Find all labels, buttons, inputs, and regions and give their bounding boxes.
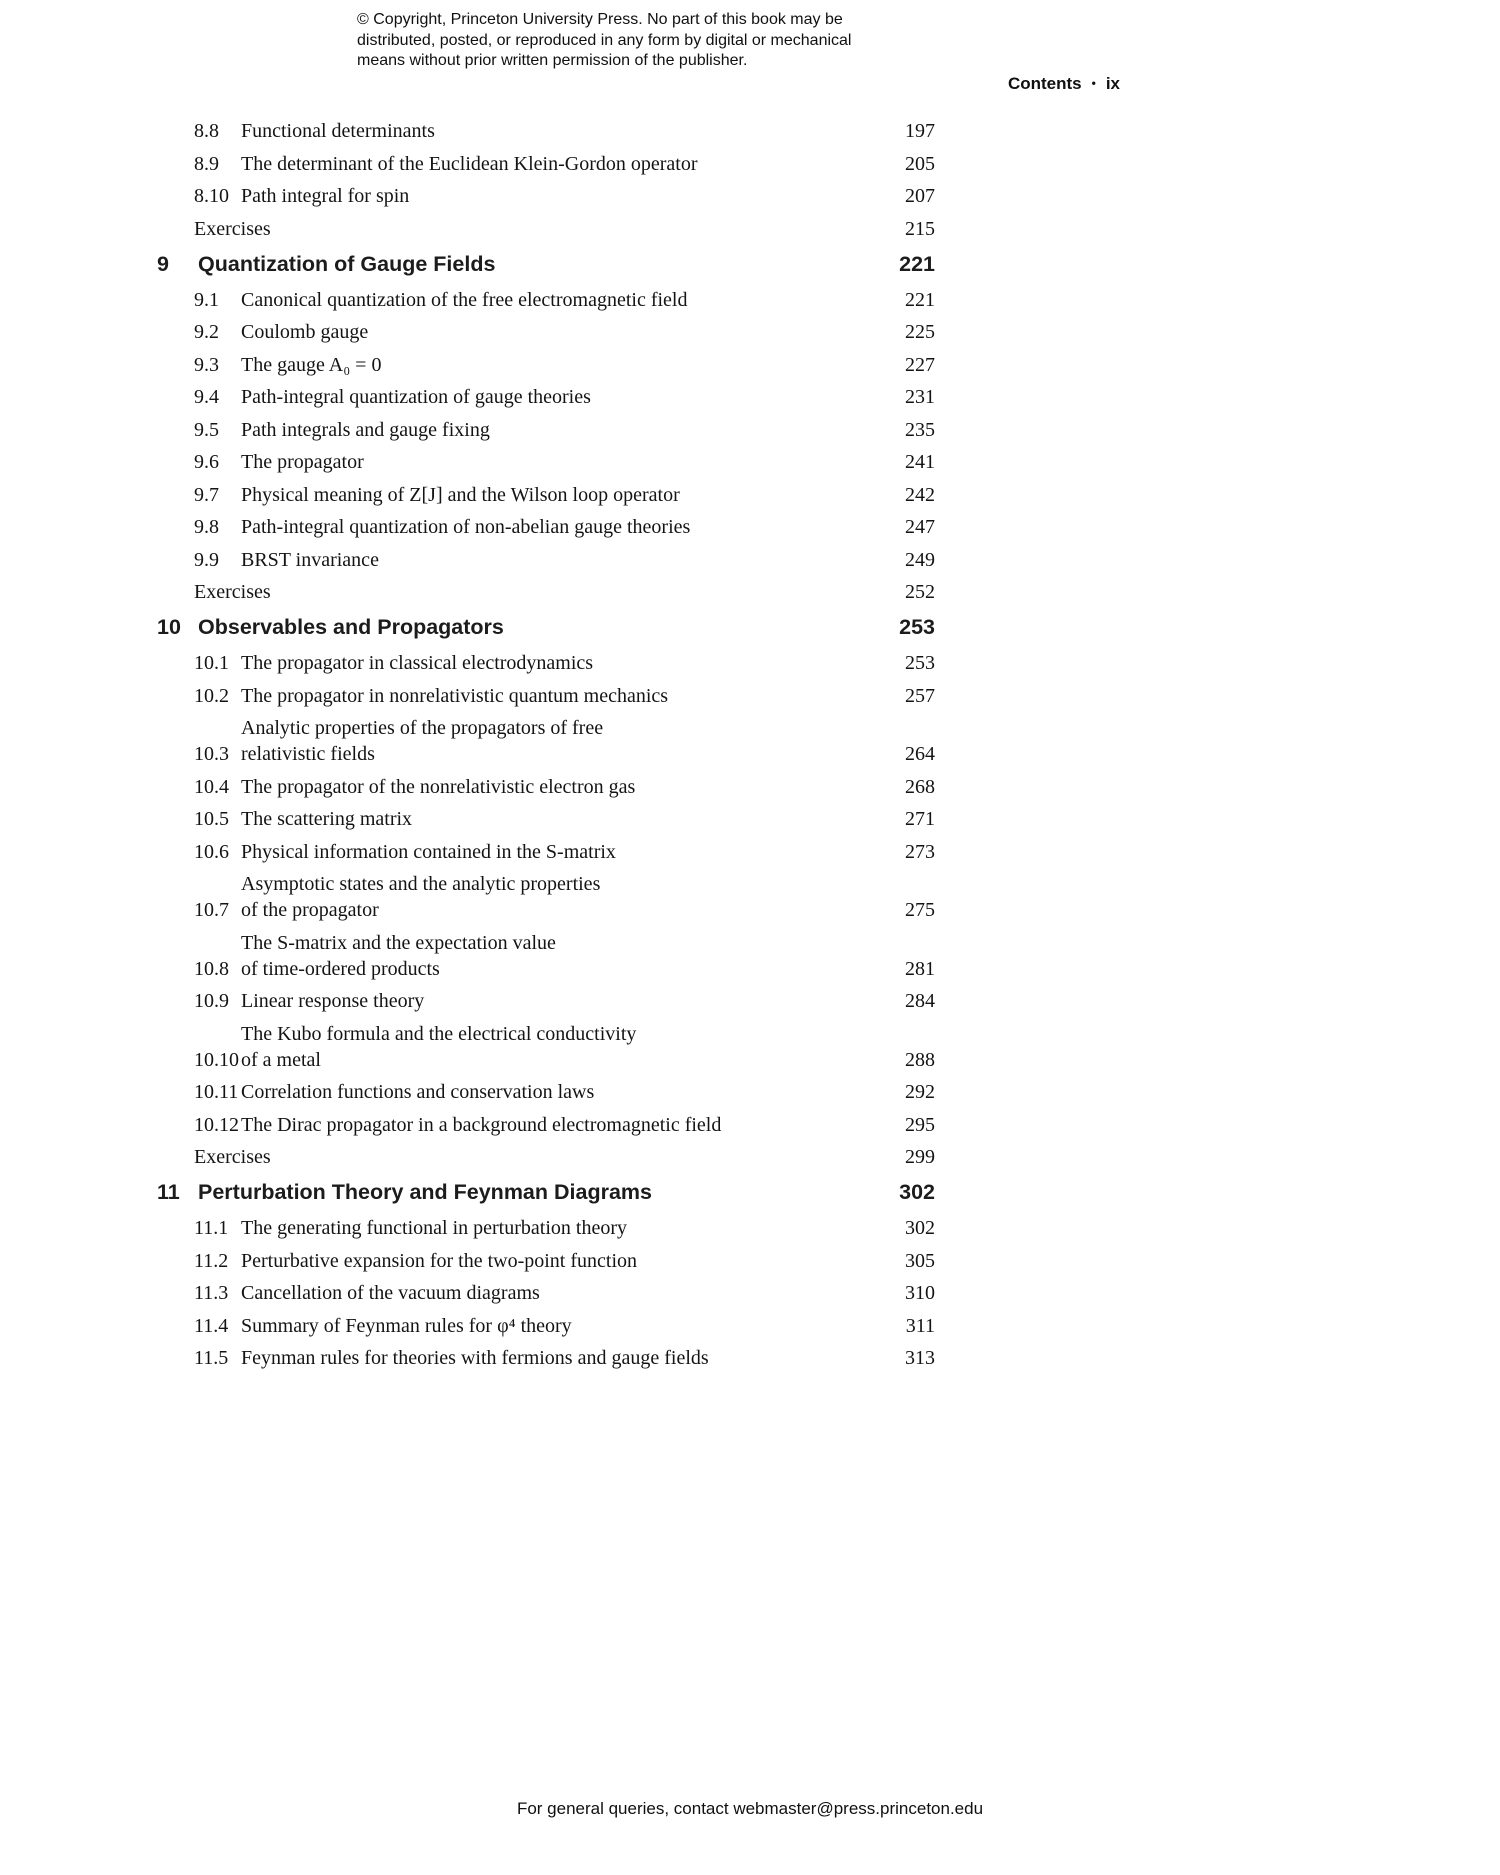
toc-section-row [157, 1345, 935, 1371]
section-page-number: 311 [905, 1314, 935, 1337]
section-page-number: 264 [905, 743, 935, 765]
page-footer: For general queries, contact webmaster@press.princeton.edu [516, 1799, 984, 1818]
section-number: 10.5 [194, 808, 229, 830]
section-title [241, 715, 865, 767]
toc-section-row [157, 216, 935, 242]
section-page-number: 225 [905, 321, 935, 343]
section-number: 10.8 [194, 957, 229, 980]
running-header-separator: • [1091, 76, 1096, 90]
title-line: The propagator in nonrelativistic quantum mechanics [241, 684, 669, 707]
section-page-number: 253 [905, 652, 935, 674]
title-line: The S-matrix and the expectation value [241, 931, 556, 954]
toc-section-row [157, 547, 935, 573]
section-page-number: 271 [905, 808, 935, 830]
toc-section-row [157, 650, 935, 676]
section-number: 9.5 [194, 418, 219, 441]
title-line: Functional determinants [241, 120, 435, 142]
section-page-number: 247 [905, 516, 935, 538]
section-number: 11.2 [194, 1249, 229, 1272]
title-line: Path integral for spin [241, 185, 410, 207]
section-number: 9.1 [194, 288, 219, 311]
title-line: The scattering matrix [241, 808, 413, 830]
section-title [241, 683, 865, 709]
section-number: 9.8 [194, 516, 219, 538]
section-page-number: 205 [905, 152, 935, 175]
section-page-number: 281 [905, 957, 935, 980]
section-title [194, 579, 865, 605]
toc-list [157, 118, 935, 1378]
section-page-number: 197 [905, 120, 935, 142]
title-line: Linear response theory [241, 990, 425, 1012]
toc-section-row [157, 287, 935, 313]
title-line: Feynman rules for theories with fermions and gauge fields [241, 1347, 709, 1369]
chapter-title [198, 1179, 865, 1206]
copyright-line: © Copyright, Princeton University Press. No part of this book may be [357, 11, 843, 28]
running-header [1008, 74, 1120, 94]
section-number: 10.1 [194, 652, 229, 674]
section-number: 11.5 [194, 1347, 229, 1369]
toc-section-row [157, 871, 935, 923]
section-number: 10.12 [194, 1113, 239, 1136]
toc-section-row [157, 1021, 935, 1073]
title-line: The gauge A₀ = 0 [241, 353, 382, 376]
title-line: The propagator of the nonrelativistic electron gas [241, 775, 636, 798]
toc-chapter-row [157, 251, 935, 278]
section-title [241, 650, 865, 676]
title-line: The Dirac propagator in a background electromagnetic field [241, 1113, 722, 1136]
section-title [241, 1112, 865, 1138]
section-title [241, 1021, 865, 1073]
section-title [241, 1313, 865, 1339]
section-title [241, 151, 865, 177]
title-line: Path integrals and gauge fixing [241, 418, 490, 441]
section-title [194, 1144, 865, 1170]
title-line: Perturbative expansion for the two-point function [241, 1249, 638, 1272]
section-page-number: 235 [905, 418, 935, 441]
section-title [241, 547, 865, 573]
toc-section-row [157, 1248, 935, 1274]
section-title [241, 930, 865, 982]
copyright-notice [357, 10, 851, 72]
toc-section-row [157, 579, 935, 605]
title-line: Path-integral quantization of gauge theories [241, 386, 591, 408]
title-line: Coulomb gauge [241, 321, 369, 343]
section-number: 8.9 [194, 152, 219, 175]
running-header-title: Contents [1007, 74, 1082, 93]
title-line: Exercises [194, 581, 271, 603]
title-line: Asymptotic states and the analytic properties [241, 873, 601, 895]
section-number: 9.3 [194, 353, 219, 376]
section-page-number: 241 [905, 451, 935, 473]
section-title [241, 352, 865, 378]
section-page-number: 227 [905, 353, 935, 376]
toc-section-row [157, 1079, 935, 1105]
section-title [241, 839, 865, 865]
section-title [241, 988, 865, 1014]
section-page-number: 310 [905, 1282, 935, 1304]
section-title [241, 319, 865, 345]
section-title [241, 1079, 865, 1105]
toc-section-row [157, 1144, 935, 1170]
chapter-number: 10 [157, 615, 181, 639]
section-title [241, 183, 865, 209]
section-title [241, 1215, 865, 1241]
chapter-title [198, 614, 865, 641]
section-number: 9.6 [194, 451, 219, 473]
toc-section-row [157, 319, 935, 345]
title-line: of the propagator [241, 899, 379, 921]
section-title [241, 287, 865, 313]
toc-section-row [157, 806, 935, 832]
section-page-number: 215 [905, 217, 935, 240]
section-page-number: 242 [905, 483, 935, 506]
title-line: The determinant of the Euclidean Klein-Gordon operator [241, 152, 698, 175]
chapter-page-number: 302 [899, 1180, 935, 1204]
section-title [194, 216, 865, 242]
chapter-page-number: 253 [899, 615, 935, 639]
toc-section-row [157, 1112, 935, 1138]
section-page-number: 207 [905, 185, 935, 207]
toc-section-row [157, 839, 935, 865]
section-title [241, 514, 865, 540]
toc-section-row [157, 151, 935, 177]
title-line: Canonical quantization of the free electromagnetic field [241, 288, 688, 311]
section-page-number: 302 [905, 1217, 935, 1239]
section-number: 10.4 [194, 775, 229, 798]
chapter-page-number: 221 [899, 251, 935, 276]
title-line: The generating functional in perturbation theory [241, 1217, 627, 1239]
section-page-number: 249 [905, 548, 935, 571]
title-line: relativistic fields [241, 743, 375, 765]
section-title [241, 482, 865, 508]
section-number: 11.1 [194, 1217, 229, 1239]
section-page-number: 268 [905, 775, 935, 798]
section-page-number: 313 [905, 1347, 935, 1369]
title-line: The propagator [241, 451, 364, 473]
title-line: The Kubo formula and the electrical conductivity [241, 1022, 637, 1045]
toc-section-row [157, 774, 935, 800]
section-page-number: 284 [905, 990, 935, 1012]
toc-section-row [157, 482, 935, 508]
title-line: Observables and Propagators [198, 615, 504, 639]
section-number: 11.4 [194, 1314, 229, 1337]
toc-section-row [157, 1280, 935, 1306]
section-number: 10.11 [194, 1081, 239, 1103]
section-title [241, 806, 865, 832]
section-number: 10.10 [194, 1048, 239, 1071]
section-title [241, 774, 865, 800]
toc-section-row [157, 118, 935, 144]
copyright-line: distributed, posted, or reproduced in any form by digital or mechanical [357, 31, 852, 49]
section-number: 10.6 [194, 840, 229, 863]
section-title [241, 384, 865, 410]
title-line: Quantization of Gauge Fields [198, 251, 496, 276]
section-page-number: 299 [905, 1146, 935, 1168]
toc-section-row [157, 988, 935, 1014]
section-number: 9.9 [194, 548, 219, 571]
section-title [241, 118, 865, 144]
section-number: 9.2 [194, 321, 219, 343]
chapter-title [198, 251, 865, 278]
toc-section-row [157, 715, 935, 767]
toc-section-row [157, 514, 935, 540]
section-number: 10.9 [194, 990, 229, 1012]
section-title [241, 449, 865, 475]
toc-section-row [157, 1313, 935, 1339]
section-title [241, 417, 865, 443]
title-line: BRST invariance [241, 548, 379, 571]
toc-section-row [157, 1215, 935, 1241]
copyright-line: means without prior written permission of the publisher. [357, 52, 748, 69]
section-page-number: 305 [905, 1249, 935, 1272]
toc-section-row [157, 930, 935, 982]
section-number: 11.3 [194, 1282, 229, 1304]
section-page-number: 231 [905, 386, 935, 408]
section-number: 10.7 [194, 899, 229, 921]
section-page-number: 288 [905, 1048, 935, 1071]
section-number: 9.4 [194, 386, 219, 408]
section-page-number: 257 [905, 684, 935, 707]
section-page-number: 221 [905, 288, 935, 311]
section-number: 8.8 [194, 120, 219, 142]
toc-section-row [157, 384, 935, 410]
title-line: Exercises [194, 217, 271, 240]
section-title [241, 1280, 865, 1306]
section-title [241, 1345, 865, 1371]
section-number: 10.3 [194, 743, 229, 765]
section-page-number: 295 [905, 1113, 935, 1136]
section-number: 9.7 [194, 483, 219, 506]
running-header-page-number: ix [1105, 74, 1120, 93]
chapter-number: 9 [157, 251, 169, 276]
toc-chapter-row [157, 1179, 935, 1206]
title-line: Physical meaning of Z[J] and the Wilson loop operator [241, 483, 680, 506]
section-page-number: 275 [905, 899, 935, 921]
section-number: 8.10 [194, 185, 229, 207]
title-line: Path-integral quantization of non-abelian gauge theories [241, 516, 691, 538]
section-page-number: 273 [905, 840, 935, 863]
toc-chapter-row [157, 614, 935, 641]
toc-section-row [157, 683, 935, 709]
title-line: Correlation functions and conservation laws [241, 1081, 595, 1103]
title-line: of time-ordered products [241, 957, 440, 980]
title-line: Cancellation of the vacuum diagrams [241, 1282, 540, 1304]
title-line: Analytic properties of the propagators of free [241, 717, 604, 739]
toc-section-row [157, 183, 935, 209]
toc-section-row [157, 352, 935, 378]
title-line: Exercises [194, 1146, 271, 1168]
title-line: The propagator in classical electrodynamics [241, 652, 594, 674]
title-line: Perturbation Theory and Feynman Diagrams [198, 1180, 652, 1204]
toc-section-row [157, 449, 935, 475]
section-number: 10.2 [194, 684, 229, 707]
title-line: Summary of Feynman rules for φ⁴ theory [241, 1314, 572, 1337]
section-page-number: 252 [905, 581, 935, 603]
toc-section-row [157, 417, 935, 443]
section-title [241, 1248, 865, 1274]
section-title [241, 871, 865, 923]
title-line: Physical information contained in the S-matrix [241, 840, 616, 863]
section-page-number: 292 [905, 1081, 935, 1103]
title-line: of a metal [241, 1048, 321, 1071]
chapter-number: 11 [157, 1180, 180, 1204]
